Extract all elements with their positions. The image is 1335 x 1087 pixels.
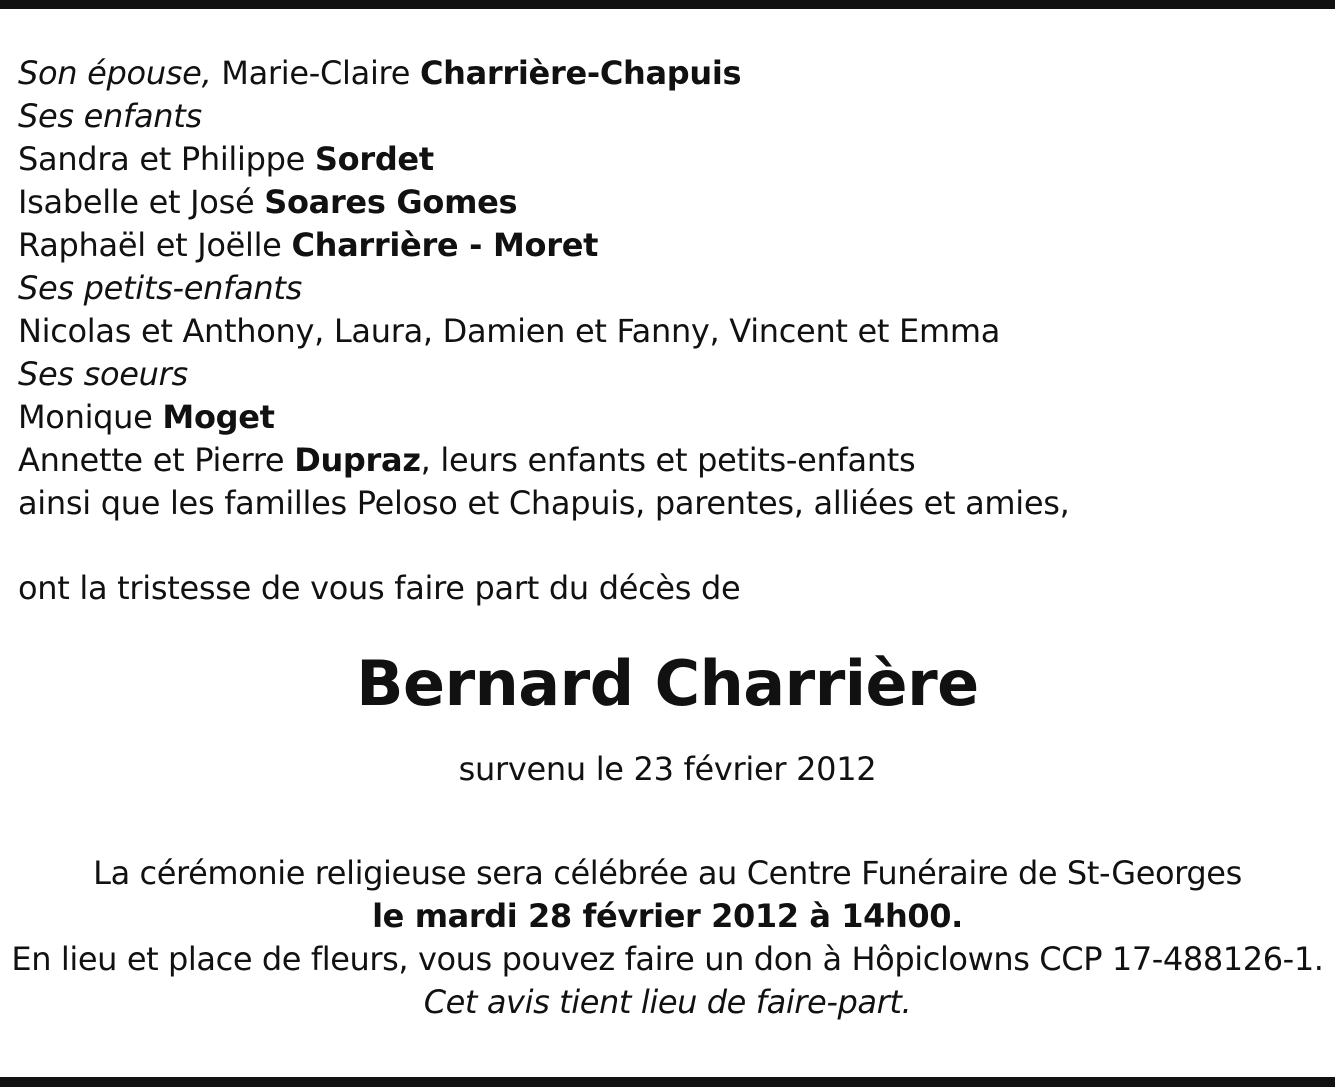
child-line (18, 181, 1318, 224)
sister-first-name: Monique (18, 398, 163, 436)
child-first-names: Raphaël et Joëlle (18, 226, 292, 264)
sister-last-name: Moget (162, 398, 275, 436)
sister-first-names: Annette et Pierre (18, 441, 295, 479)
notice-disclaimer: Cet avis tient lieu de faire-part. (423, 983, 912, 1021)
ceremony-datetime: le mardi 28 février 2012 à 14h00. (372, 897, 963, 935)
announcement-intro: ont la tristesse de vous faire part du décès de (18, 569, 741, 607)
spouse-line (18, 52, 1318, 95)
spouse-last-name: Charrière-Chapuis (419, 54, 742, 92)
child-last-name: Soares Gomes (264, 183, 518, 221)
child-first-names: Sandra et Philippe (18, 140, 315, 178)
child-last-name: Charrière - Moret (291, 226, 599, 264)
sister-line (18, 396, 1318, 439)
ceremony-details (0, 852, 1335, 1024)
sisters-label: Ses soeurs (18, 355, 188, 393)
spouse-first-name: Marie-Claire (211, 54, 420, 92)
sister-line (18, 439, 1318, 482)
family-list (18, 52, 1318, 525)
children-label: Ses enfants (18, 97, 202, 135)
child-line (18, 138, 1318, 181)
deceased-name: Bernard Charrière (356, 647, 979, 720)
sister-last-name: Dupraz (294, 441, 421, 479)
top-border-rule (0, 0, 1335, 9)
donation-note: En lieu et place de fleurs, vous pouvez faire un don à Hôpiclowns CCP 17-488126-1. (11, 940, 1324, 978)
child-last-name: Sordet (314, 140, 434, 178)
child-first-names: Isabelle et José (18, 183, 265, 221)
death-date: survenu le 23 février 2012 (458, 750, 877, 788)
grandchildren-label: Ses petits-enfants (18, 269, 302, 307)
sister-descendants: , leurs enfants et petits-enfants (420, 441, 916, 479)
spouse-label: Son épouse, (18, 54, 212, 92)
child-line (18, 224, 1318, 267)
bottom-border-rule (0, 1077, 1335, 1087)
grandchildren-names: Nicolas et Anthony, Laura, Damien et Fanny, Vincent et Emma (18, 312, 1001, 350)
ceremony-location: La cérémonie religieuse sera célébrée au Centre Funéraire de St-Georges (93, 854, 1242, 892)
other-families-line: ainsi que les familles Peloso et Chapuis, parentes, alliées et amies, (18, 484, 1070, 522)
